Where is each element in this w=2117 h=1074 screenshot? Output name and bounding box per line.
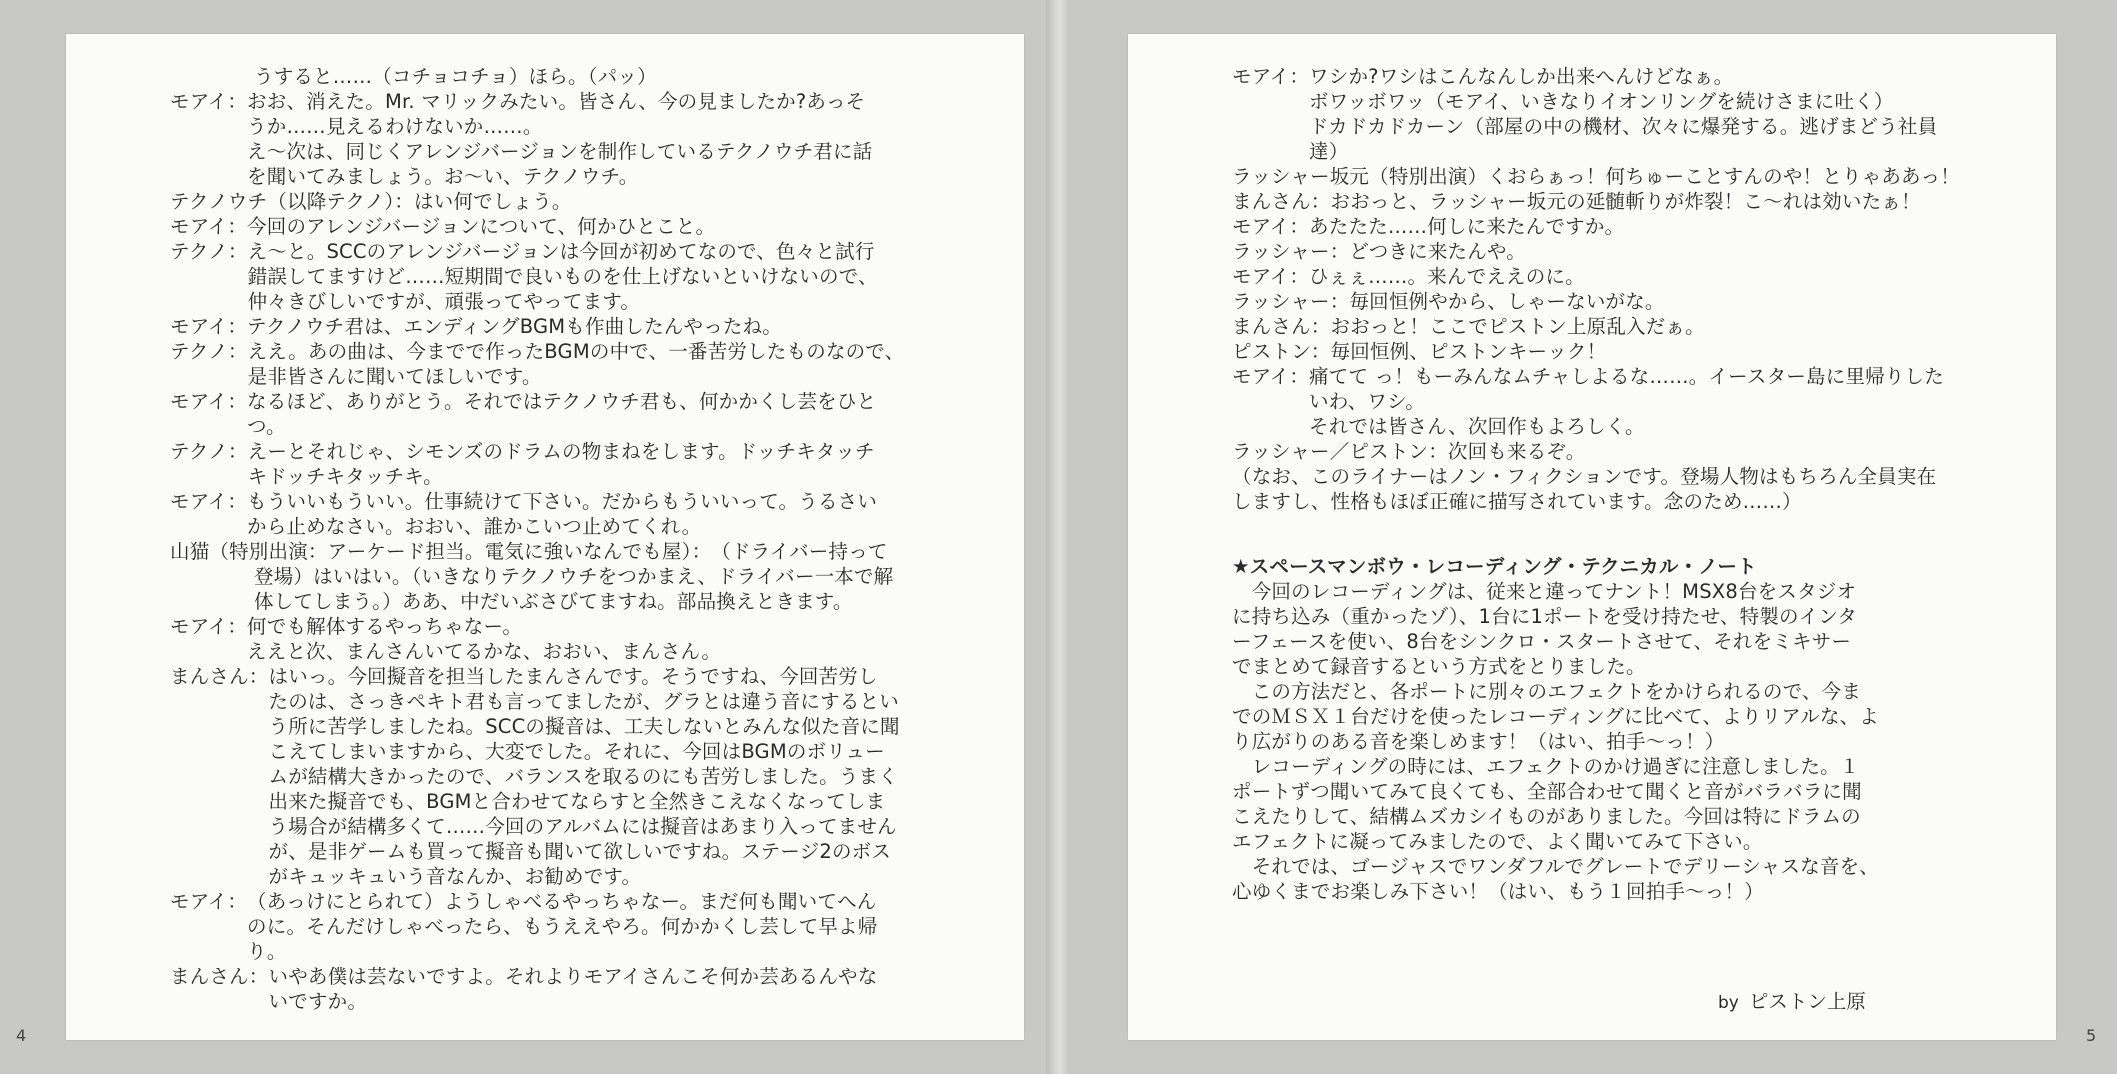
speaker-name: モアイ： <box>170 315 248 338</box>
text-line: それでは皆さん、次回作もよろしく。 <box>1309 415 1645 438</box>
text-line: この方法だと、各ポートに別々のエフェクトをかけられるので、今ま <box>1232 680 1862 703</box>
speaker-name: ラッシャー： <box>1232 240 1350 263</box>
dialogue-text <box>711 539 960 564</box>
dialogue-text <box>1487 164 2012 189</box>
text-line: 痛てて っ！もーみんなムチャしよるな……。イースター島に里帰りした <box>1309 365 1944 388</box>
text-line: ええと次、まんさんいてるかな、おおい、まんさん。 <box>247 640 722 663</box>
dialogue-entry <box>170 314 960 339</box>
dialogue-entry <box>1232 164 2012 189</box>
text-line: 達） <box>1309 140 1349 163</box>
speaker-name: モアイ： <box>1232 265 1310 288</box>
dialogue-entry <box>1232 189 2012 214</box>
left-page <box>66 34 1024 1040</box>
text-line: 心ゆくまでお楽しみ下さい！（はい、もう１回拍手～っ！） <box>1232 880 1764 903</box>
text-line: たのは、さっきペキト君も言ってましたが、グラとは違う音にするとい <box>268 690 899 713</box>
right-page-text <box>1232 64 2012 904</box>
text-line: いですか。 <box>268 990 368 1013</box>
text-line: 仲々きびしいですが、頑張ってやってます。 <box>247 290 641 313</box>
dialogue-text <box>254 564 960 614</box>
text-line: う場合が結構多くて……今回のアルバムには擬音はあまり入ってません <box>268 815 897 838</box>
speaker-name: まんさん： <box>1232 315 1331 338</box>
text-line: くおらぁっ！何ちゅーことすんのや！とりゃああっ！ <box>1487 165 1960 188</box>
dialogue-text <box>1309 364 2012 439</box>
dialogue-entry <box>1232 64 2012 164</box>
dialogue-text <box>1309 264 2012 289</box>
dialogue-entry <box>1232 339 2012 364</box>
text-line: 是非皆さんに聞いてほしいです。 <box>247 365 542 388</box>
byline-by: by <box>1718 993 1739 1013</box>
text-line: レコーディングの時には、エフェクトのかけ過ぎに注意しました。１ <box>1232 755 1860 778</box>
text-line: テクノウチ君は、エンディングBGMも作曲したんやったね。 <box>247 315 782 338</box>
text-line: う所に苦学しましたね。SCCの擬音は、工夫しないとみんな似た音に聞 <box>268 715 900 738</box>
text-line: おおっと、ラッシャー坂元の延髄斬りが炸裂！こ～れは効いたぁ！ <box>1330 190 1921 213</box>
text-line: のに。そんだけしゃべったら、もうええやろ。何かかくし芸して早よ帰 <box>247 915 878 938</box>
text-line: 登場）はいはい。（いきなりテクノウチをつかまえ、ドライバー一本で解 <box>254 565 894 588</box>
dialogue-text <box>1331 314 2012 339</box>
dialogue-entry <box>1232 289 2012 314</box>
text-line: り広がりのある音を楽しめます！（はい、拍手～っ！） <box>1232 730 1725 753</box>
text-line: こえてしまいますから、大変でした。それに、今回はBGMのボリュー <box>268 740 885 763</box>
text-line: が、是非ゲームも買って擬音も聞いて欲しいですね。ステージ2のボス <box>268 840 892 863</box>
text-line: 何でも解体するやっちゃなー。 <box>247 615 523 638</box>
text-line: こえたりして、結構ムズカシイものがありました。今回は特にドラムの <box>1232 805 1861 828</box>
dialogue-entry <box>170 214 960 239</box>
text-line: しますし、性格もほぼ正確に描写されています。念のため……） <box>1232 490 1802 513</box>
speaker-name: テクノ： <box>170 240 248 263</box>
text-line: ドカドカドカーン（部屋の中の機材、次々に爆発する。逃げまどう社員 <box>1309 115 1938 138</box>
speaker-name: モアイ： <box>1232 215 1310 238</box>
text-line: （ドライバー持って <box>711 540 888 563</box>
dialogue-text <box>1309 214 2012 239</box>
speaker-name: モアイ： <box>1232 65 1310 88</box>
text-line: 錯誤してますけど……短期間で良いものを仕上げないといけないので、 <box>247 265 878 288</box>
text-line: キドッチキタッチキ。 <box>247 465 443 488</box>
speaker-name: ラッシャー坂元（特別出演） <box>1232 165 1488 188</box>
dialogue-text <box>247 214 960 239</box>
dialogue-text <box>248 439 960 489</box>
dialogue-entry <box>1232 464 2012 514</box>
speaker-name: まんさん： <box>1232 190 1331 213</box>
text-line: り。 <box>247 940 287 963</box>
text-line: でのＭＳＸ１台だけを使ったレコーディングに比べて、よりリアルな、よ <box>1232 705 1879 728</box>
dialogue-text <box>247 314 960 339</box>
text-line: ムが結構大きかったので、バランスを取るのにも苦労しました。うまく <box>268 765 898 788</box>
speaker-name: まんさん： <box>170 665 269 688</box>
dialogue-entry <box>170 664 960 889</box>
dialogue-entry <box>170 889 960 964</box>
speaker-name: モアイ： <box>170 90 248 113</box>
text-line: ワシか?ワシはこんなんしか出来へんけどなぁ。 <box>1309 65 1734 88</box>
text-line: あたたた……何しに来たんですか。 <box>1309 215 1625 238</box>
dialogue-entry <box>170 439 960 489</box>
dialogue-text <box>1349 289 2012 314</box>
speaker-name: モアイ： <box>170 615 248 638</box>
byline-author: ピストン上原 <box>1748 990 1866 1013</box>
dialogue-text <box>1448 439 2012 464</box>
dialogue-entry <box>170 389 960 439</box>
paragraph <box>1232 579 2012 679</box>
speaker-name: モアイ： <box>170 890 248 913</box>
dialogue-text <box>269 964 960 1014</box>
dialogue-entry <box>170 489 960 539</box>
text-line: どつきに来たんや。 <box>1349 240 1526 263</box>
text-line: に持ち込み（重かったゾ）、1台に1ポートを受け持たせ、特製のインタ <box>1232 605 1857 628</box>
dialogue-entry <box>1232 364 2012 439</box>
dialogue-text <box>247 489 960 539</box>
dialogue-text <box>248 339 960 389</box>
text-line: がキュッキュいう音なんか、お勧めです。 <box>268 865 642 888</box>
speaker-name: 山猫（特別出演：アーケード担当。電気に強いなんでも屋）： <box>170 540 712 563</box>
booklet-gutter <box>1046 0 1070 1074</box>
speaker-name: モアイ： <box>170 390 248 413</box>
text-line: から止めなさい。おおい、誰かこいつ止めてくれ。 <box>247 515 702 538</box>
byline <box>1718 986 1866 1014</box>
dialogue-text <box>414 189 960 214</box>
dialogue-entry <box>1232 314 2012 339</box>
dialogue-entry <box>1232 239 2012 264</box>
dialogue-text <box>254 64 960 89</box>
speaker-name: テクノウチ（以降テクノ）： <box>170 190 415 213</box>
text-line: もういいもういい。仕事続けて下さい。だからもういいって。うるさい <box>247 490 878 513</box>
dialogue-entry <box>170 239 960 314</box>
page-number-left: 4 <box>16 1026 27 1045</box>
paragraph <box>1232 679 2012 754</box>
text-line: 出来た擬音でも、BGMと合わせてならすと全然きこえなくなってしま <box>268 790 886 813</box>
dialogue-text <box>1349 239 2012 264</box>
text-line: を聞いてみましょう。お～い、テクノウチ。 <box>247 165 639 188</box>
page-number-right: 5 <box>2086 1026 2097 1045</box>
dialogue-text <box>247 89 960 189</box>
right-page <box>1128 34 2056 1040</box>
speaker-name: ピストン： <box>1232 340 1331 363</box>
text-line: ええ。あの曲は、今までで作ったBGMの中で、一番苦労したものなので、 <box>247 340 905 363</box>
text-line: 毎回恒例やから、しゃーないがな。 <box>1349 290 1665 313</box>
text-line: いわ、ワシ。 <box>1309 390 1425 413</box>
text-line: ひぇぇ……。来んでええのに。 <box>1309 265 1585 288</box>
dialogue-text <box>1331 339 2012 364</box>
dialogue-entry <box>170 539 960 564</box>
text-line: でまとめて録音するという方式をとりました。 <box>1232 655 1646 678</box>
text-line: はいっ。今回擬音を担当したまんさんです。そうですね、今回苦労し <box>268 665 878 688</box>
speaker-name: まんさん： <box>170 965 269 988</box>
speaker-name: ラッシャー： <box>1232 290 1350 313</box>
text-line: はい何でしょう。 <box>414 190 572 213</box>
text-line: おお、消えた。Mr. マリックみたい。皆さん、今の見ましたか?あっそ <box>247 90 866 113</box>
speaker-name: ラッシャー／ピストン： <box>1232 440 1448 463</box>
dialogue-entry <box>170 89 960 189</box>
dialogue-text <box>1331 189 2012 214</box>
dialogue-text <box>1232 464 2012 514</box>
dialogue-text <box>247 614 960 664</box>
text-line: うか……見えるわけないか……。 <box>247 115 543 138</box>
text-line: え～次は、同じくアレンジバージョンを制作しているテクノウチ君に話 <box>247 140 873 163</box>
text-line: 体してしまう。）ああ、中だいぶさびてますね。部品換えときます。 <box>254 590 853 613</box>
text-line: なるほど、ありがとう。それではテクノウチ君も、何かかくし芸をひと <box>247 390 877 413</box>
paragraph <box>1232 754 2012 854</box>
text-line: 毎回恒例、ピストンキーック！ <box>1330 340 1607 363</box>
text-line: え～と。SCCのアレンジバージョンは今回が初めてなので、色々と試行 <box>247 240 875 263</box>
text-line: それでは、ゴージャスでワンダフルでグレートでデリーシャスな音を、 <box>1232 855 1879 878</box>
speaker-name: テクノ： <box>170 440 248 463</box>
text-line: （あっけにとられて）ようしゃべるやっちゃなー。まだ何も聞いてへん <box>247 890 877 913</box>
dialogue-entry <box>170 564 960 614</box>
text-line: えーとそれじゃ、シモンズのドラムの物まねをします。ドッチキタッチ <box>247 440 875 463</box>
text-line: ボワッボワッ（モアイ、いきなりイオンリングを続けさまに吐く） <box>1309 90 1894 113</box>
dialogue-entry <box>170 614 960 664</box>
text-line: 次回も来るぞ。 <box>1447 440 1586 463</box>
paragraph <box>1232 854 2012 904</box>
text-line: エフェクトに凝ってみましたので、よく聞いてみて下さい。 <box>1232 830 1763 853</box>
text-line: うすると……（コチョコチョ）ほら。（パッ） <box>254 65 657 88</box>
dialogue-entry <box>1232 439 2012 464</box>
dialogue-text <box>248 239 960 314</box>
text-line: 今回のレコーディングは、従来と違ってナント！MSX8台をスタジオ <box>1232 580 1857 603</box>
text-line: おおっと！ここでピストン上原乱入だぁ。 <box>1330 315 1705 338</box>
speaker-name: モアイ： <box>170 215 248 238</box>
dialogue-entry <box>1232 214 2012 239</box>
speaker-name: テクノ： <box>170 340 248 363</box>
dialogue-text <box>247 889 960 964</box>
dialogue-entry <box>1232 264 2012 289</box>
section-heading: ★スペースマンボウ・レコーディング・テクニカル・ノート <box>1232 555 1757 578</box>
text-line: 今回のアレンジバージョンについて、何かひとこと。 <box>247 215 716 238</box>
speaker-name: モアイ： <box>1232 365 1310 388</box>
dialogue-entry <box>170 64 960 89</box>
left-page-text <box>170 64 960 1014</box>
text-line: いやあ僕は芸ないですよ。それよりモアイさんこそ何か芸あるんやな <box>268 965 878 988</box>
text-line: （なお、このライナーはノン・フィクションです。登場人物はもちろん全員実在 <box>1232 465 1937 488</box>
dialogue-text <box>269 664 960 889</box>
dialogue-text <box>247 389 960 439</box>
text-line: つ。 <box>247 415 286 438</box>
dialogue-entry <box>170 189 960 214</box>
text-line: ポートずつ聞いてみて良くても、全部合わせて聞くと音がバラバラに聞 <box>1232 780 1862 803</box>
dialogue-text <box>1309 64 2012 164</box>
speaker-name: モアイ： <box>170 490 248 513</box>
dialogue-entry <box>170 339 960 389</box>
dialogue-entry <box>170 964 960 1014</box>
text-line: ーフェースを使い、8台をシンクロ・スタートさせて、それをミキサー <box>1232 630 1852 653</box>
